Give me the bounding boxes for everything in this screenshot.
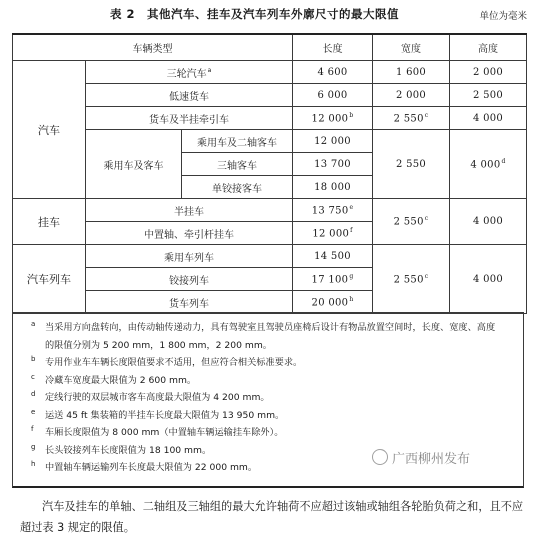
dimension-table-wrapper [12,33,526,314]
col-header-height: 高度 [450,34,527,61]
col-header-type: 车辆类型 [13,34,293,61]
length-cell: 6 000 [293,84,373,107]
height-cell: 4 000 [450,245,527,314]
length-value: 20 000 [311,297,349,309]
height-cell: 4 000 [450,199,527,245]
footnote-mark: c [424,272,429,280]
type-cell: 低速货车 [86,84,293,107]
footnote-mark: c [424,111,429,119]
type-cell: 货车及半挂牵引车 [86,107,293,130]
col-header-width: 宽度 [373,34,450,61]
width-value: 2 550 [393,274,424,286]
footnote-mark: b [31,355,36,363]
type-cell: 中置轴、牵引杆挂车 [86,222,293,245]
width-cell: 2 000 [373,84,450,107]
length-value: 12 000 [312,228,350,240]
type-cell: 铰接列车 [86,268,293,291]
height-cell: 2 500 [450,84,527,107]
length-cell: 14 500 [293,245,373,268]
width-cell: 2 550 [373,130,450,199]
table-caption: 表 2 其他汽车、挂车及汽车列车外廓尺寸的最大限值 [110,7,400,21]
watermark-text: 广西柳州发布 [392,452,471,467]
footnote-text: 定线行驶的双层城市客车高度最大限值为 4 200 mm。 [45,392,270,403]
width-cell [373,107,450,130]
length-cell: 12 000 [293,130,373,153]
type-cell: 货车列车 [86,291,293,314]
footnote-mark: d [31,390,36,398]
footnote-mark: e [31,407,36,416]
dimension-table [12,33,527,314]
footnote-mark: a [31,320,36,328]
footnote-mark: h [349,295,354,303]
footnote-text: 专用作业车车辆长度限值要求不适用，但应符合相关标准要求。 [45,357,303,368]
type-cell: 半挂车 [86,199,293,222]
width-value: 2 550 [393,113,424,125]
table-row [13,107,527,130]
group-chengyong: 乘用车及客车 [86,130,182,199]
length-value: 17 100 [311,274,349,286]
type-cell: 单铰接客车 [182,176,293,199]
footnote-b [31,354,515,372]
width-cell [373,199,450,245]
height-cell: 2 000 [450,61,527,84]
footnote-d [31,389,515,407]
table-row [13,84,527,107]
footnote-mark: d [501,157,506,165]
unit-label: 单位为毫米 [479,11,527,22]
footnote-mark: c [31,372,35,381]
width-cell: 1 600 [373,61,450,84]
length-cell [293,199,373,222]
height-value: 4 000 [470,159,501,171]
footnote-mark: b [349,111,354,119]
wechat-logo-icon [372,449,388,465]
length-value: 13 750 [311,205,349,217]
length-value: 12 000 [311,113,349,125]
footnote-e [31,407,515,425]
length-cell: 18 000 [293,176,373,199]
footnote-mark: e [349,203,354,211]
width-cell [373,245,450,314]
footnote-c [31,372,515,390]
type-label: 三轮汽车 [166,68,207,80]
type-cell: 乘用车列车 [86,245,293,268]
group-qiche: 汽车 [13,61,86,199]
footnote-mark: f [31,425,34,433]
footnote-a [31,319,515,354]
caption-row [0,6,537,26]
footnote-text: 当采用方向盘转向，由传动轴传递动力，具有驾驶室且驾驶员座椅后设计有物品放置空间时，长度、宽度、高度 [45,322,496,333]
footnote-text: 冷藏车宽度最大限值为 2 600 mm。 [45,374,197,386]
length-cell [293,268,373,291]
col-header-length: 长度 [293,34,373,61]
header-row [13,34,527,61]
type-cell: 三轴客车 [182,153,293,176]
type-cell: 乘用车及二轴客车 [182,130,293,153]
footnote-text: 车厢长度限值为 8 000 mm（中置轴车辆运输挂车除外）。 [45,427,284,438]
table-row [13,245,527,268]
width-value: 2 550 [393,216,424,228]
footnote-text-continued: 的限值分别为 5 200 mm，1 800 mm，2 200 mm。 [45,339,272,351]
length-cell [293,291,373,314]
table-row [13,61,527,84]
body-paragraph: 汽车及挂车的单轴、二轴组及三轴组的最大允许轴荷不应超过该轴或轴组各轮胎负荷之和，且不应超过表 3 规定的限值。 [20,500,524,534]
footnote-mark: g [349,272,354,280]
footnote-text: 长头铰接列车长度限值为 18 100 mm。 [45,444,212,456]
group-guache: 挂车 [13,199,86,245]
height-cell: 4 000 [450,107,527,130]
length-cell [293,107,373,130]
footnote-mark: h [31,460,36,468]
footnote-text: 运送 45 ft 集装箱的半挂车长度最大限值为 13 950 mm。 [45,409,285,421]
footnote-mark: a [207,67,212,75]
table-row [13,199,527,222]
watermark [372,448,470,467]
footnote-mark: f [350,226,353,234]
footnote-mark: g [31,442,36,451]
length-cell: 13 700 [293,153,373,176]
type-cell [86,61,293,84]
footnote-text: 中置轴车辆运输列车长度最大限值为 22 000 mm。 [45,462,258,473]
length-cell [293,222,373,245]
length-cell: 4 600 [293,61,373,84]
footnote-f [31,424,515,442]
group-liechie: 汽车列车 [13,245,86,314]
footnote-mark: c [424,215,429,223]
height-cell [450,130,527,199]
table-row [13,130,527,153]
